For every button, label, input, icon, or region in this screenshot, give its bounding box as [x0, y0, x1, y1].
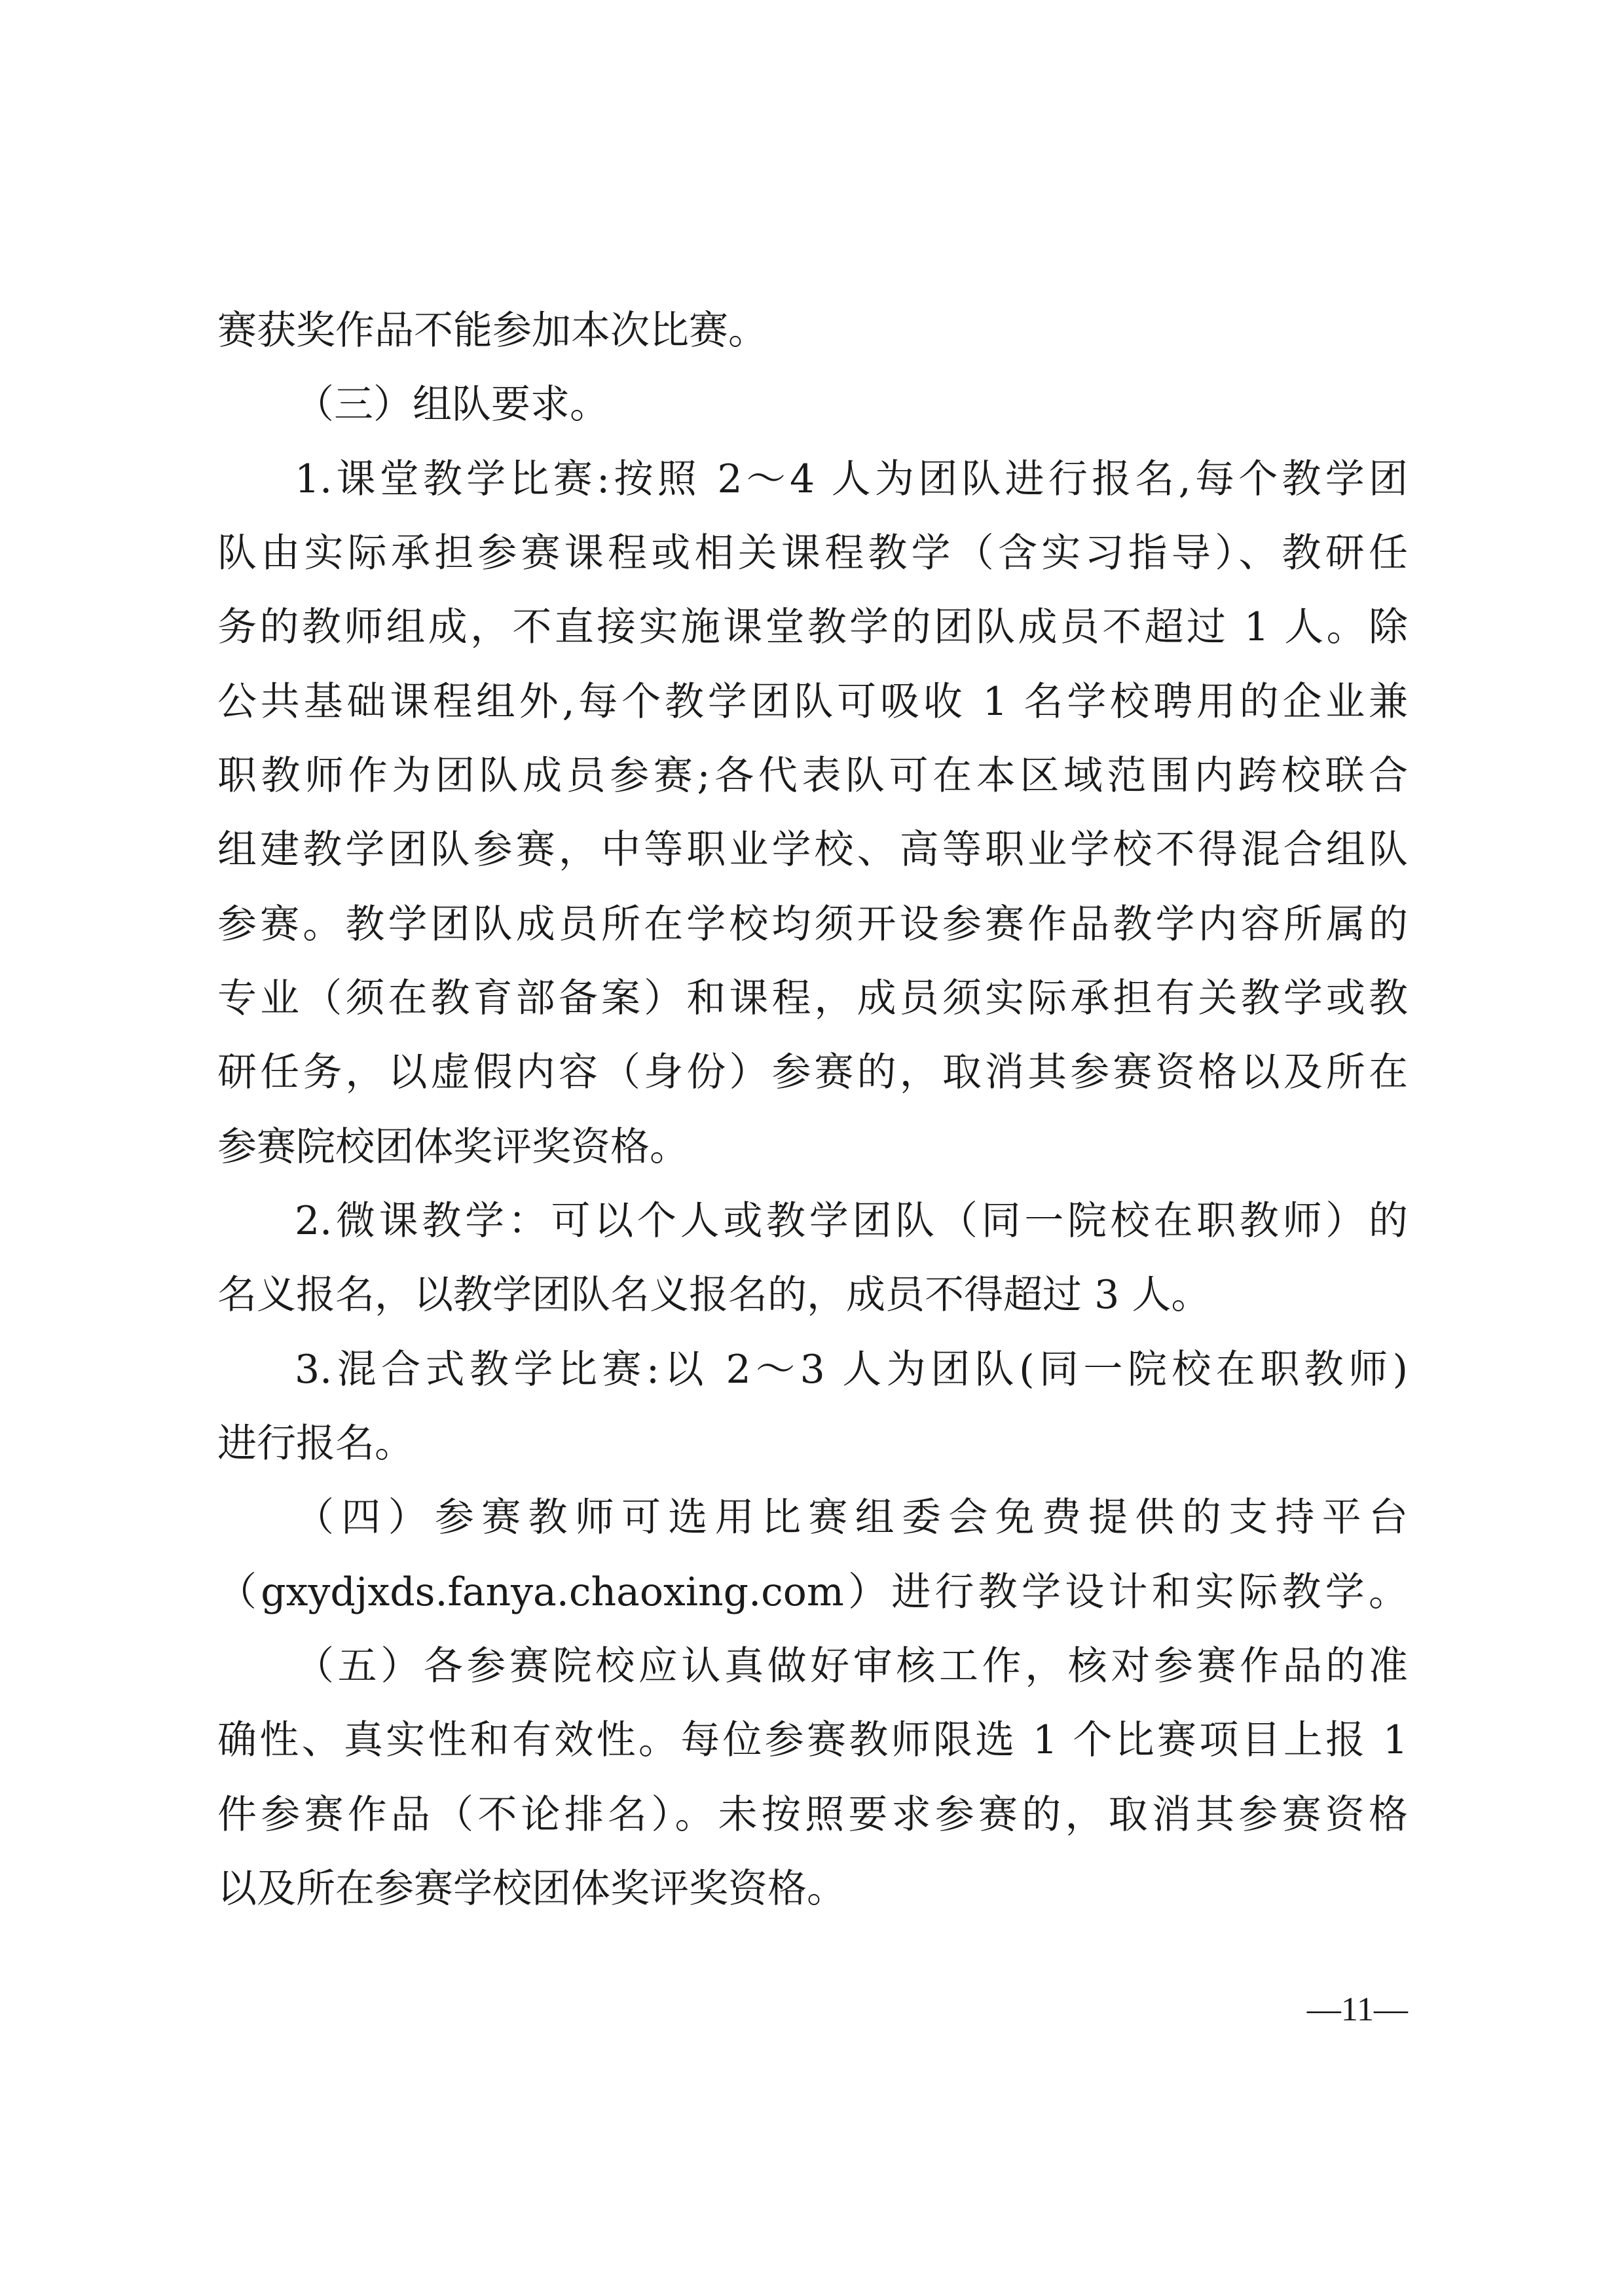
text-line: 1.课堂教学比赛:按照 2～4 人为团队进行报名,每个教学团: [295, 456, 1408, 502]
text-line: 队由实际承担参赛课程或相关课程教学（含实习指导）、教研任: [217, 530, 1408, 576]
text-line: 组建教学团队参赛，中等职业学校、高等职业学校不得混合组队: [217, 827, 1408, 873]
text-line: 参赛。教学团队成员所在学校均须开设参赛作品教学内容所属的: [217, 902, 1408, 947]
text-line: 2.微课教学：可以个人或教学团队（同一院校在职教师）的: [295, 1198, 1408, 1244]
section-heading: （四）参赛教师可选用比赛组委会免费提供的支持平台: [295, 1495, 1408, 1540]
text-line: 名义报名，以教学团队名义报名的，成员不得超过 3 人。: [217, 1272, 1211, 1318]
text-line: 职教师作为团队成员参赛;各代表队可在本区域范围内跨校联合: [217, 753, 1408, 799]
text-line: （gxydjxds.fanya.chaoxing.com）进行教学设计和实际教学。: [217, 1569, 1408, 1615]
text-line: 务的教师组成，不直接实施课堂教学的团队成员不超过 1 人。除: [217, 604, 1408, 650]
section-heading: （五）各参赛院校应认真做好审核工作，核对参赛作品的准: [295, 1643, 1408, 1689]
text-line: 确性、真实性和有效性。每位参赛教师限选 1 个比赛项目上报 1: [217, 1717, 1408, 1763]
text-line: 件参赛作品（不论排名）。未按照要求参赛的，取消其参赛资格: [217, 1792, 1408, 1838]
page-number: —11—: [1306, 1991, 1408, 2028]
text-line: 专业（须在教育部备案）和课程，成员须实际承担有关教学或教: [217, 975, 1408, 1021]
section-heading: （三）组队要求。: [295, 382, 609, 428]
text-line: 赛获奖作品不能参加本次比赛。: [217, 308, 767, 354]
text-line: 参赛院校团体奖评奖资格。: [217, 1124, 689, 1170]
text-line: 3.混合式教学比赛:以 2～3 人为团队(同一院校在职教师): [295, 1347, 1408, 1393]
text-line: 公共基础课程组外,每个教学团队可吸收 1 名学校聘用的企业兼: [217, 679, 1408, 725]
text-line: 研任务，以虚假内容（身份）参赛的，取消其参赛资格以及所在: [217, 1049, 1408, 1095]
text-line: 以及所在参赛学校团体奖评奖资格。: [217, 1866, 846, 1912]
text-line: 进行报名。: [217, 1421, 414, 1467]
